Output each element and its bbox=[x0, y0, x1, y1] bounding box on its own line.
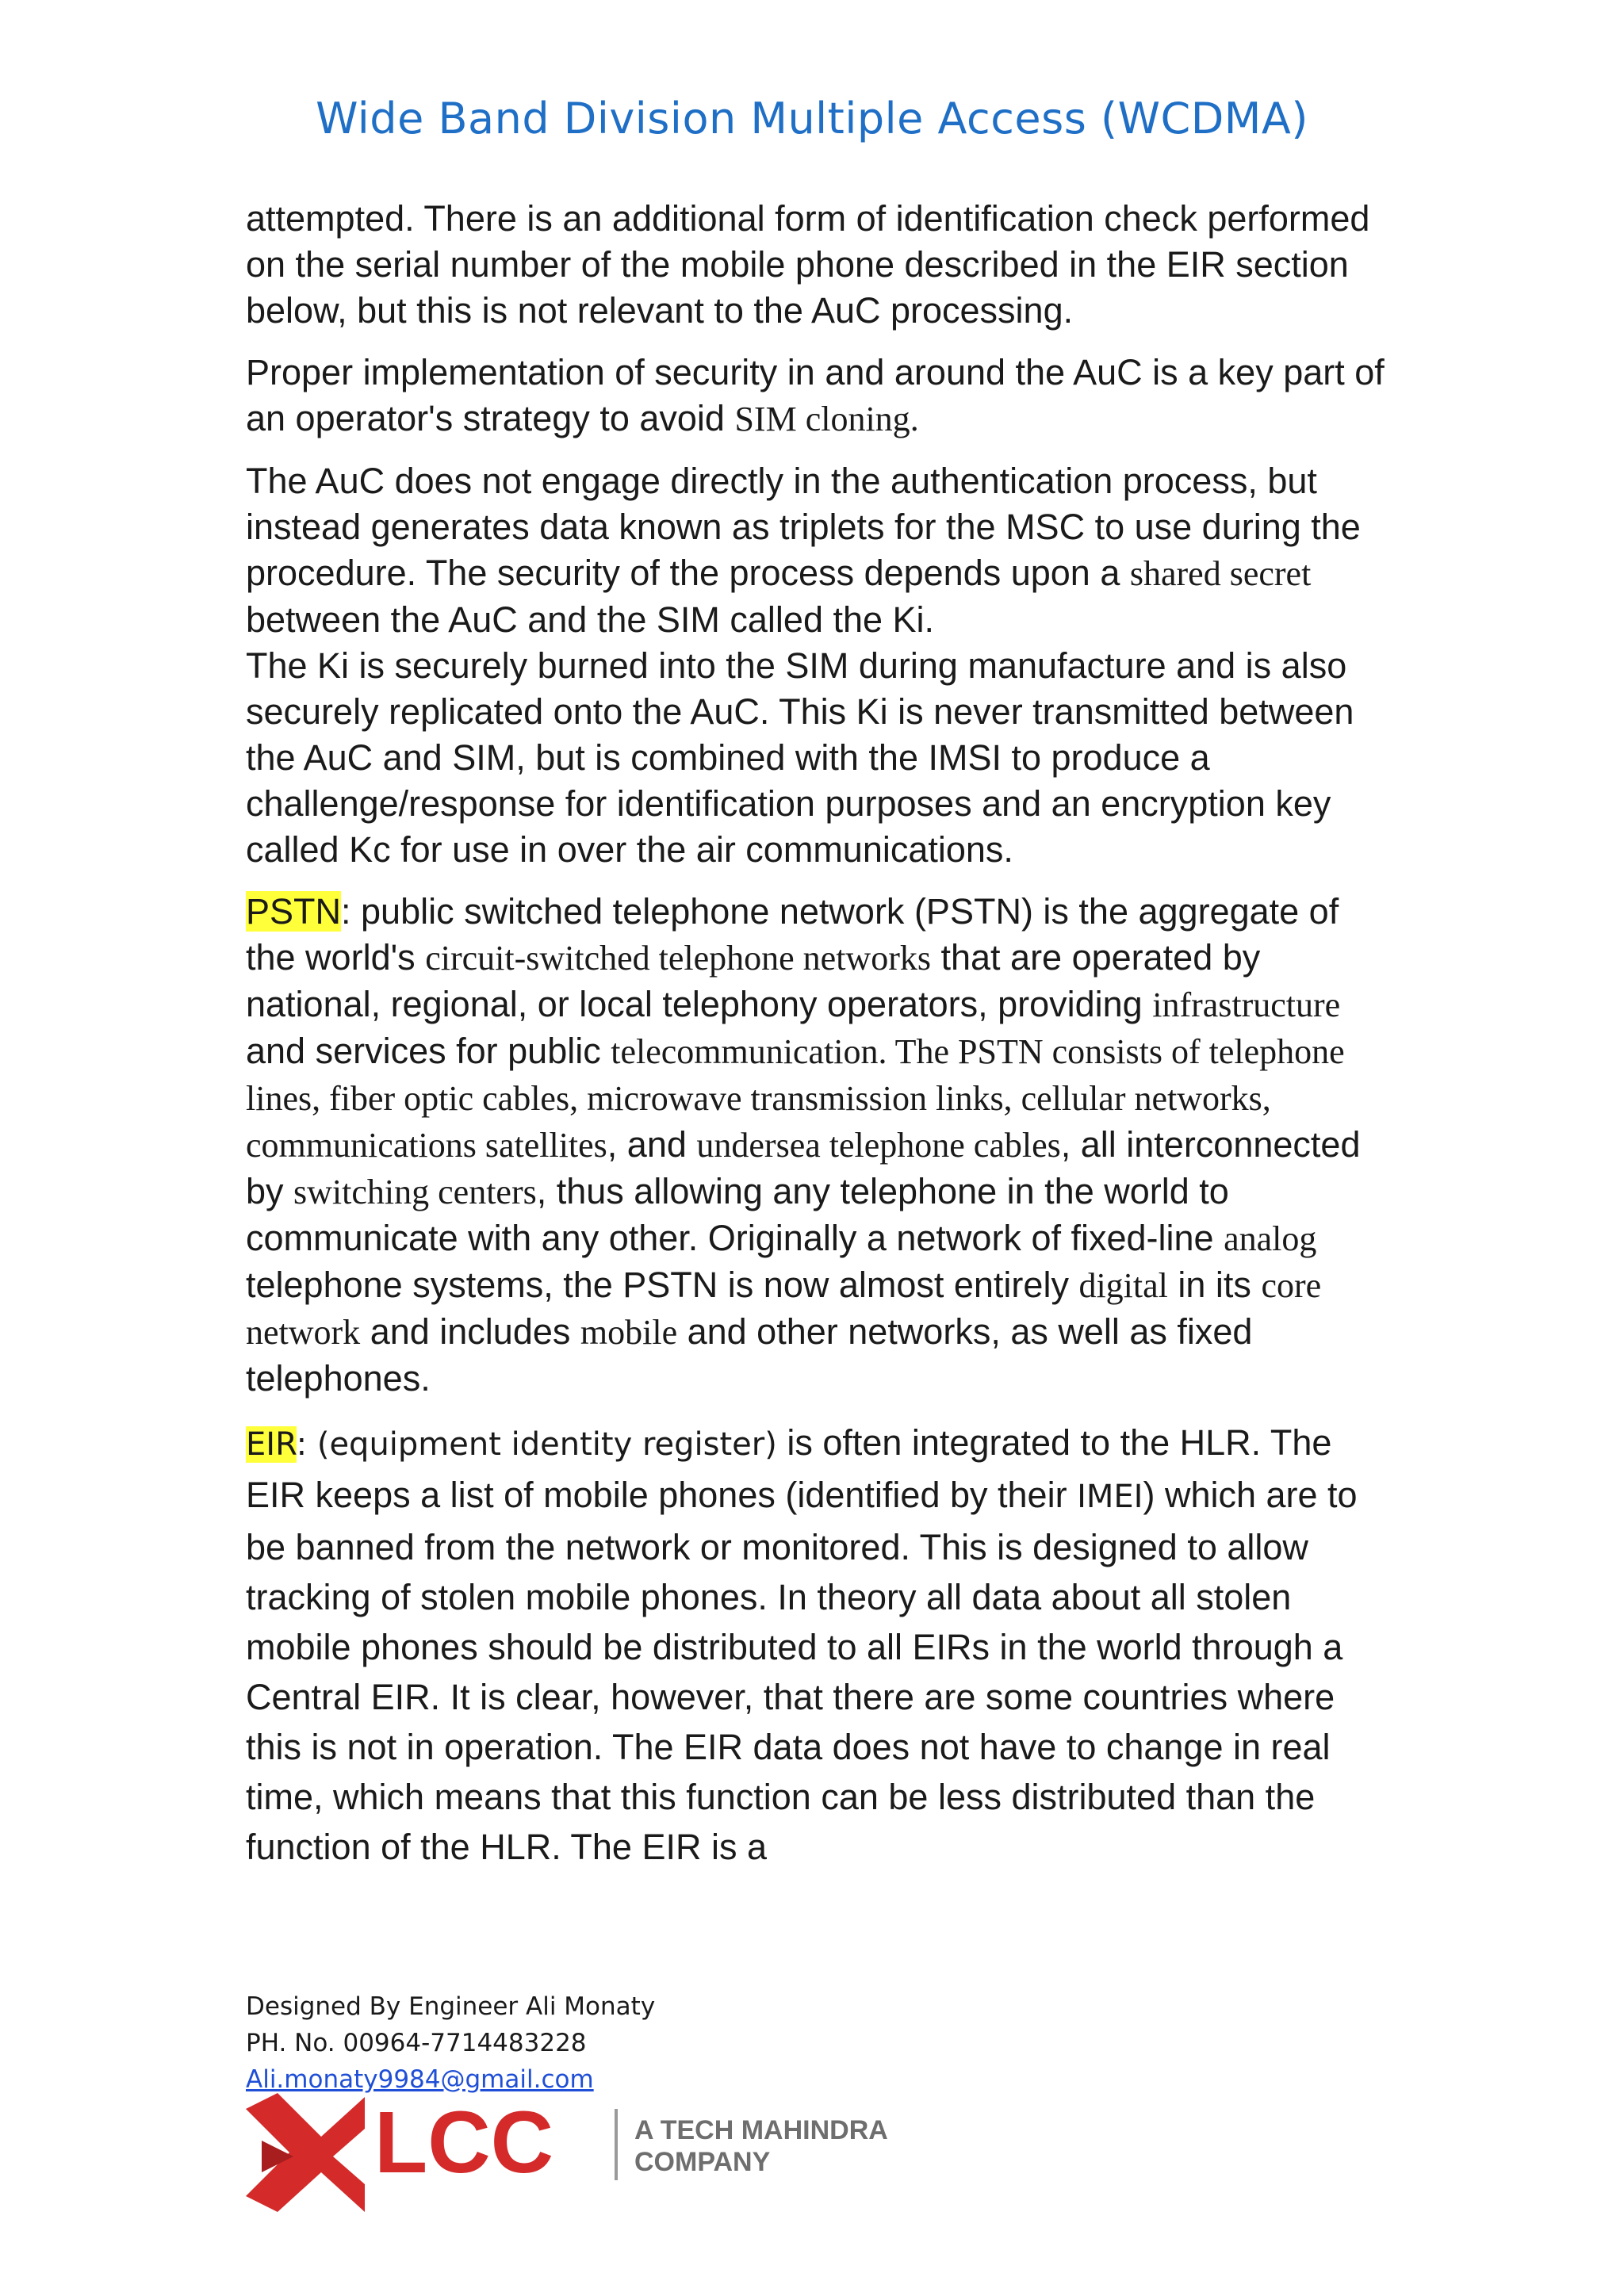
link-shared-secret[interactable]: shared secret bbox=[1129, 554, 1312, 593]
link-imei[interactable]: IMEI bbox=[1077, 1479, 1143, 1515]
paragraph-eir bbox=[246, 1418, 1392, 1872]
text: , and bbox=[607, 1124, 697, 1165]
text: , thus allowing any telephone in the world to communicate with any other. Originally a network of fixed-line bbox=[246, 1171, 1229, 1258]
text: and other networks, as well as fixed telephones. bbox=[246, 1311, 1253, 1399]
footer-email-link[interactable]: Ali.monaty9984@gmail.com bbox=[246, 2065, 594, 2094]
lcc-logo bbox=[246, 2093, 944, 2212]
link-communications-satellites[interactable]: communications satellites bbox=[246, 1126, 607, 1165]
footer-designer: Designed By Engineer Ali Monaty bbox=[246, 1992, 656, 2021]
text: , all interconnected by bbox=[246, 1124, 1361, 1211]
paragraph-auc-security bbox=[246, 350, 1392, 442]
text: and includes bbox=[360, 1311, 580, 1352]
link-sim-cloning[interactable]: SIM cloning bbox=[734, 400, 910, 438]
link-undersea-cables[interactable]: undersea telephone cables bbox=[696, 1126, 1061, 1165]
paragraph-auc-intro bbox=[246, 196, 1392, 334]
text: . bbox=[910, 400, 919, 438]
logo-tagline-1: A TECH MAHINDRA bbox=[634, 2115, 888, 2145]
text: attempted. There is an additional form of identification check performed on the serial number of the mobile phone described in the EIR section below, but this is not relevant to the AuC processing. bbox=[246, 198, 1370, 331]
text: and services for public bbox=[246, 1031, 611, 1071]
lcc-emblem-icon bbox=[246, 2093, 365, 2212]
text: in its bbox=[1167, 1265, 1262, 1305]
text: : (equipment identity register) bbox=[296, 1426, 777, 1463]
highlighted-term-eir: EIR bbox=[246, 1426, 297, 1463]
text: . The PSTN consists of telephone lines, fiber optic cables, microwave transmission links, bbox=[246, 1032, 1345, 1118]
link-circuit-switched[interactable]: circuit-switched telephone networks bbox=[425, 939, 931, 978]
logo-tagline-2: COMPANY bbox=[634, 2147, 771, 2177]
page-title: Wide Band Division Multiple Access (WCDMA) bbox=[316, 94, 1308, 144]
link-cellular-networks[interactable]: cellular networks bbox=[1021, 1079, 1262, 1118]
text: Proper implementation of security in and around the AuC is a key part of an operator's strategy to avoid bbox=[246, 352, 1385, 438]
link-switching-centers[interactable]: switching centers bbox=[293, 1173, 537, 1211]
link-analog[interactable]: analog bbox=[1224, 1219, 1317, 1258]
highlighted-term-pstn: PSTN bbox=[246, 891, 342, 932]
paragraph-auc-triplets bbox=[246, 458, 1392, 873]
text: , bbox=[1262, 1079, 1271, 1118]
text: between the AuC and the SIM called the Ki. bbox=[246, 599, 935, 640]
text: The AuC does not engage directly in the authentication process, but instead generates data known as triplets for the MSC to use during the procedure. The security of the process depends upon a bbox=[246, 461, 1361, 593]
document-body bbox=[246, 196, 1392, 1888]
text: telephone systems, the PSTN is now almost entirely bbox=[246, 1265, 1079, 1305]
text: : public switched telephone network (PSTN) is the aggregate of the world's bbox=[246, 891, 1339, 978]
page-footer bbox=[246, 1988, 655, 2098]
link-digital[interactable]: digital bbox=[1078, 1266, 1168, 1305]
logo-name: LCC bbox=[374, 2094, 554, 2191]
text: that are operated by national, regional, or local telephony operators, providing bbox=[246, 937, 1261, 1024]
paragraph-pstn bbox=[246, 889, 1392, 1402]
text: The Ki is securely burned into the SIM during manufacture and is also securely replicated onto the AuC. This Ki is never transmitted between the AuC and SIM, but is combined with the IMSI to produce a challenge/response for identification purposes and an encryption key called Kc for use in over the air communications. bbox=[246, 645, 1354, 870]
link-mobile[interactable]: mobile bbox=[580, 1313, 678, 1352]
footer-phone: PH. No. 00964-7714483228 bbox=[246, 2029, 587, 2057]
text: ) which are to be banned from the network or monitored. This is designed to allow tracking of stolen mobile phones. In theory all data about all stolen mobile phones should be distributed to all EIRs in the world through a Central EIR. It is clear, however, that there are some countries where this is not in operation. The EIR data does not have to change in real time, which means that this function can be less distributed than the function of the HLR. The EIR is a bbox=[246, 1475, 1358, 1867]
link-core-network[interactable]: core network bbox=[246, 1266, 1322, 1352]
link-infrastructure[interactable]: infrastructure bbox=[1152, 985, 1341, 1024]
text: is often integrated to the HLR. The EIR keeps a list of mobile phones (identified by their bbox=[246, 1422, 1332, 1515]
logo-divider bbox=[615, 2109, 618, 2180]
link-telecommunication[interactable]: telecommunication bbox=[611, 1032, 879, 1071]
